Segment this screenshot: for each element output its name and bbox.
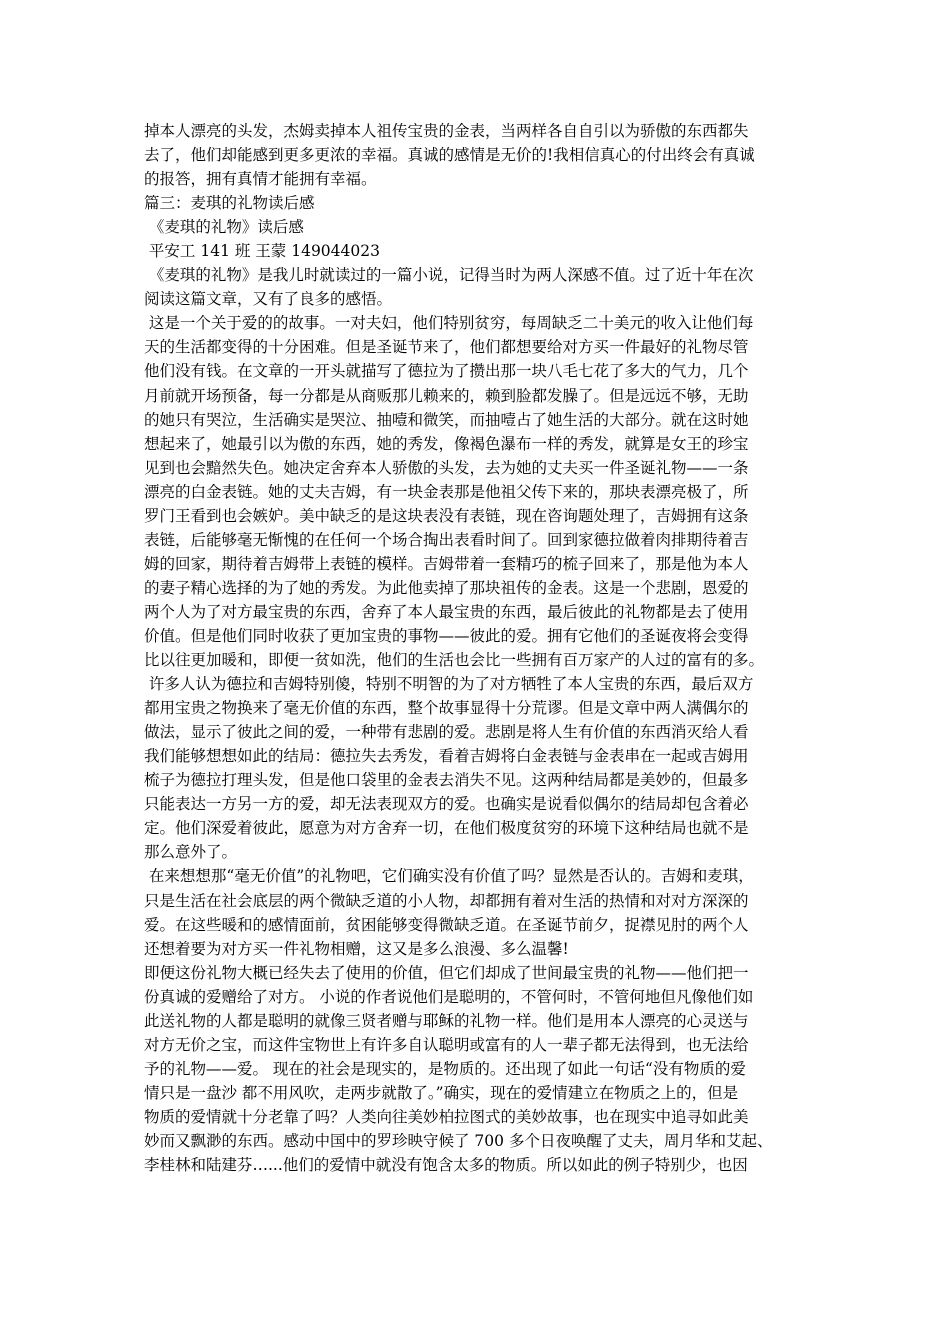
text-line: 做法，显示了彼此之间的爱，一种带有悲剧的爱。悲剧是将人生有价值的东西消灭给人看 (144, 723, 749, 742)
document-page (144, 119, 812, 1177)
text-line: 掉本人漂亮的头发，杰姆卖掉本人祖传宝贵的金表，当两样各自自引以为骄傲的东西都失 (144, 122, 749, 140)
text-line: 的报答，拥有真情才能拥有幸福。 (144, 170, 377, 189)
text-line: 即便这份礼物大概已经失去了使用的价值，但它们却成了世间最宝贵的礼物——他们把一 (144, 963, 749, 982)
text-line: 都用宝贵之物换来了毫无价值的东西，整个故事显得十分荒谬。但是文章中两人满偶尔的 (144, 699, 749, 718)
text-line: 定。他们深爱着彼此，愿意为对方舍弃一切，在他们极度贫穷的环境下这种结局也就不是 (144, 819, 749, 838)
text-line: 物质的爱情就十分老靠了吗？人类向往美妙柏拉图式的美妙故事，也在现实中追寻如此美 (144, 1107, 749, 1126)
text-line: 天的生活都变得的十分困难。但是圣诞节来了，他们都想要给对方买一件最好的礼物尽管 (144, 338, 749, 357)
text-line: 平安工 141 班 王蒙 149044023 (144, 242, 380, 261)
text-line: 姆的回家，期待着吉姆带上表链的模样。吉姆带着一套精巧的梳子回来了，那是他为本人 (144, 554, 749, 573)
text-line: 还想着要为对方买一件礼物相赠，这又是多么浪漫、多么温馨! (144, 939, 569, 958)
text-line: 李桂林和陆建芬…...他们的爱情中就没有饱含太多的物质。所以如此的例子特别少，也因 (144, 1156, 748, 1175)
text-line: 阅读这篇文章，又有了良多的感悟。 (144, 290, 393, 309)
text-line: 比以往更加暖和，即便一贫如洗，他们的生活也会比一些拥有百万家产的人过的富有的多。 (144, 651, 765, 670)
text-line: 的妻子精心选择的为了她的秀发。为此他卖掉了那块祖传的金表。这是一个悲剧，恩爱的 (144, 578, 749, 597)
text-line: 予的礼物——爱。 现在的社会是现实的，是物质的。还出现了如此一句话“没有物质的爱 (144, 1059, 746, 1078)
text-line: 罗门王看到也会嫉妒。美中缺乏的是这块表没有表链，现在咨询题处理了，吉姆拥有这条 (144, 506, 749, 525)
text-line: 在来想想那“毫无价值”的礼物吧，它们确实没有价值了吗？显然是否认的。吉姆和麦琪， (144, 867, 754, 886)
text-line: 月前就开场预备，每一分都是从商贩那儿赖来的，赖到脸都发臊了。但是远远不够，无助 (144, 386, 749, 405)
text-line: 对方无价之宝，而这件宝物世上有许多自认聪明或富有的人一辈子都无法得到，也无法给 (144, 1035, 749, 1054)
text-line: 两个人为了对方最宝贵的东西，舍弃了本人最宝贵的东西，最后彼此的礼物都是去了使用 (144, 602, 749, 621)
text-line: 妙而又飘渺的东西。感动中国中的罗珍映守候了 700 多个日夜唤醒了丈夫，周月华和艾起、 (144, 1131, 773, 1150)
text-line: 漂亮的白金表链。她的丈夫吉姆，有一块金表那是他祖父传下来的，那块表漂亮极了，所 (144, 482, 749, 501)
text-line: 见到也会黯然失色。她决定舍弃本人骄傲的头发，去为她的丈夫买一件圣诞礼物——一条 (144, 458, 749, 477)
text-line: 我们能够想想如此的结局：德拉失去秀发，看着吉姆将白金表链与金表串在一起或吉姆用 (144, 747, 749, 766)
text-line: 那么意外了。 (144, 843, 238, 862)
text-line: 《麦琪的礼物》读后感 (144, 218, 304, 237)
text-line: 《麦琪的礼物》是我儿时就读过的一篇小说，记得当时为两人深感不值。过了近十年在次 (144, 266, 754, 285)
text-line: 的她只有哭泣，生活确实是哭泣、抽噎和微笑，而抽噎占了她生活的大部分。就在这时她 (144, 410, 749, 429)
text-line: 爱。在这些暖和的感情面前，贫困能够变得微缺乏道。在圣诞节前夕，捉襟见肘的两个人 (144, 915, 749, 934)
text-line: 想起来了，她最引以为傲的东西，她的秀发，像褐色瀑布一样的秀发，就算是女王的珍宝 (144, 434, 749, 453)
text-line: 去了，他们却能感到更多更浓的幸福。真诚的感情是无价的!我相信真心的付出终会有真诚 (144, 146, 755, 165)
text-line: 情只是一盘沙 都不用风吹，走两步就散了。”确实，现在的爱情建立在物质之上的，但是 (144, 1083, 739, 1102)
text-line: 只是生活在社会底层的两个微缺乏道的小人物，却都拥有着对生活的热情和对对方深深的 (144, 891, 749, 910)
text-line: 许多人认为德拉和吉姆特别傻，特别不明智的为了对方牺牲了本人宝贵的东西，最后双方 (144, 675, 754, 694)
text-line: 份真诚的爱赠给了对方。 小说的作者说他们是聪明的，不管何时，不管何地但凡像他们如 (144, 987, 754, 1006)
text-line: 价值。但是他们同时收获了更加宝贵的事物——彼此的爱。拥有它他们的圣诞夜将会变得 (144, 626, 749, 645)
text-line: 梳子为德拉打理头发，但是他口袋里的金表去消失不见。这两种结局都是美妙的，但最多 (144, 771, 749, 790)
text-line: 篇三：麦琪的礼物读后感 (144, 194, 315, 213)
text-line: 这是一个关于爱的的故事。一对夫妇，他们特别贫穷，每周缺乏二十美元的收入让他们每 (144, 314, 754, 333)
text-line: 他们没有钱。在文章的一开头就描写了德拉为了攒出那一块八毛七花了多大的气力，几个 (144, 362, 749, 381)
text-line: 只能表达一方另一方的爱，却无法表现双方的爱。也确实是说看似偶尔的结局却包含着必 (144, 795, 749, 814)
text-line: 此送礼物的人都是聪明的就像三贤者赠与耶稣的礼物一样。他们是用本人漂亮的心灵送与 (144, 1011, 749, 1030)
text-line: 表链，后能够毫无惭愧的在任何一个场合掏出表看时间了。回到家德拉做着肉排期待着吉 (144, 530, 749, 549)
